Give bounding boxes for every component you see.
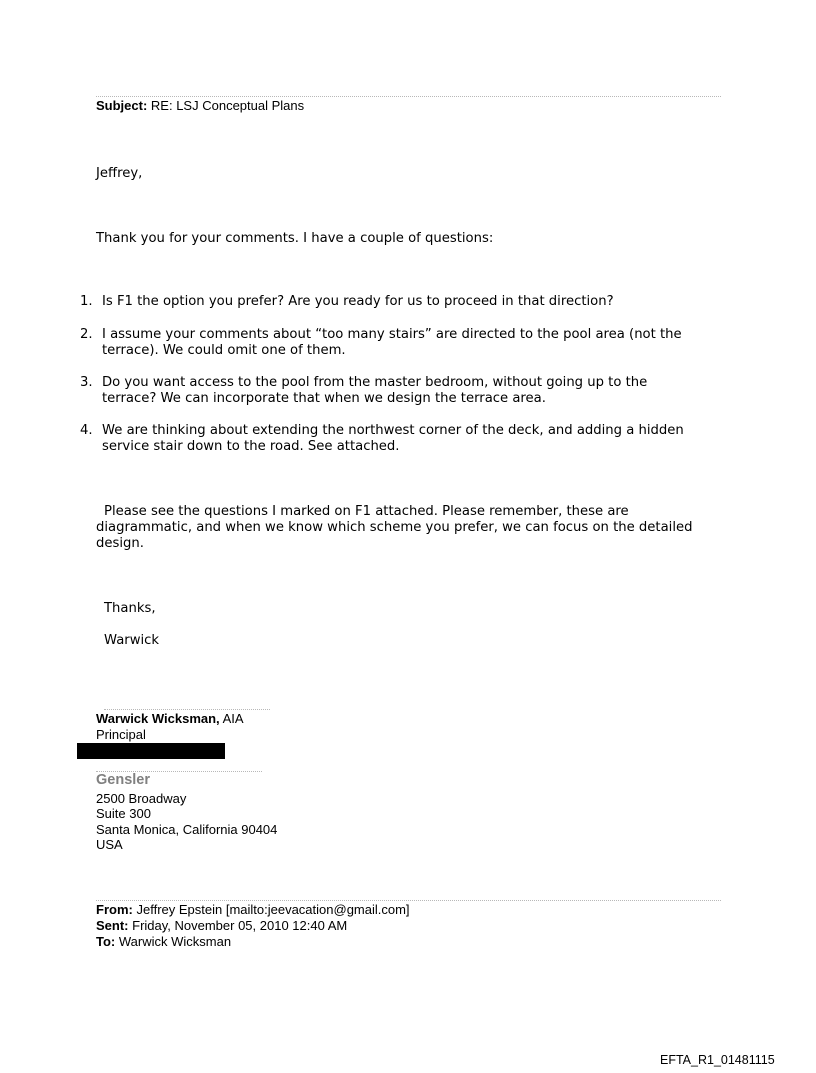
address-line: USA — [96, 837, 123, 852]
greeting: Jeffrey, — [96, 166, 143, 181]
address-line: Santa Monica, California 90404 — [96, 822, 278, 837]
list-number: 2. — [80, 327, 93, 342]
subject-value: RE: LSJ Conceptual Plans — [150, 98, 305, 113]
subject-line — [96, 98, 304, 113]
sender-name: Warwick — [104, 633, 160, 648]
address-line: Suite 300 — [96, 806, 151, 821]
signature-credential: AIA — [219, 711, 244, 726]
list-item — [80, 294, 720, 310]
from-label: From: — [96, 902, 133, 917]
to-line — [96, 934, 231, 949]
signature-name-line — [96, 711, 244, 727]
address-line: 2500 Broadway — [96, 791, 187, 806]
to-label: To: — [96, 934, 116, 949]
subject-label: Subject: — [96, 98, 148, 113]
intro-paragraph: Thank you for your comments. I have a couple of questions: — [96, 231, 494, 246]
header-divider — [96, 96, 721, 97]
original-message-divider — [96, 900, 721, 901]
list-item — [80, 375, 680, 407]
from-line — [96, 902, 410, 917]
company-name: Gensler — [96, 772, 150, 788]
closing-paragraph: Please see the questions I marked on F1 attached. Please remember, these are diagrammatic, and when we know which scheme you prefer, we can focus on the detailed design. — [96, 504, 693, 551]
list-item — [80, 327, 708, 359]
document-id: EFTA_R1_01481115 — [660, 1053, 775, 1067]
list-number: 4. — [80, 423, 93, 438]
list-text: We are thinking about extending the northwest corner of the deck, and adding a hidden service stair down to the road. See attached. — [102, 423, 684, 454]
to-value: Warwick Wicksman — [118, 934, 232, 949]
sent-label: Sent: — [96, 918, 129, 933]
redaction-bar — [77, 743, 225, 759]
list-text: I assume your comments about “too many stairs” are directed to the pool area (not the terrace). We could omit one of them. — [102, 327, 682, 358]
list-item — [80, 423, 710, 455]
signature-divider — [104, 709, 270, 710]
signature-title: Principal — [96, 727, 146, 742]
list-number: 3. — [80, 375, 93, 390]
list-text: Is F1 the option you prefer? Are you ready for us to proceed in that direction? — [102, 294, 614, 309]
list-text: Do you want access to the pool from the master bedroom, without going up to the terrace? We can incorporate that when we design the terrace area. — [102, 375, 648, 406]
signature-name: Warwick Wicksman, — [96, 711, 220, 726]
sent-value: Friday, November 05, 2010 12:40 AM — [132, 918, 348, 933]
from-value: Jeffrey Epstein [mailto:jeevacation@gmail.com] — [136, 902, 410, 917]
sent-line — [96, 918, 347, 933]
thanks-line: Thanks, — [104, 601, 156, 616]
list-number: 1. — [80, 294, 93, 309]
